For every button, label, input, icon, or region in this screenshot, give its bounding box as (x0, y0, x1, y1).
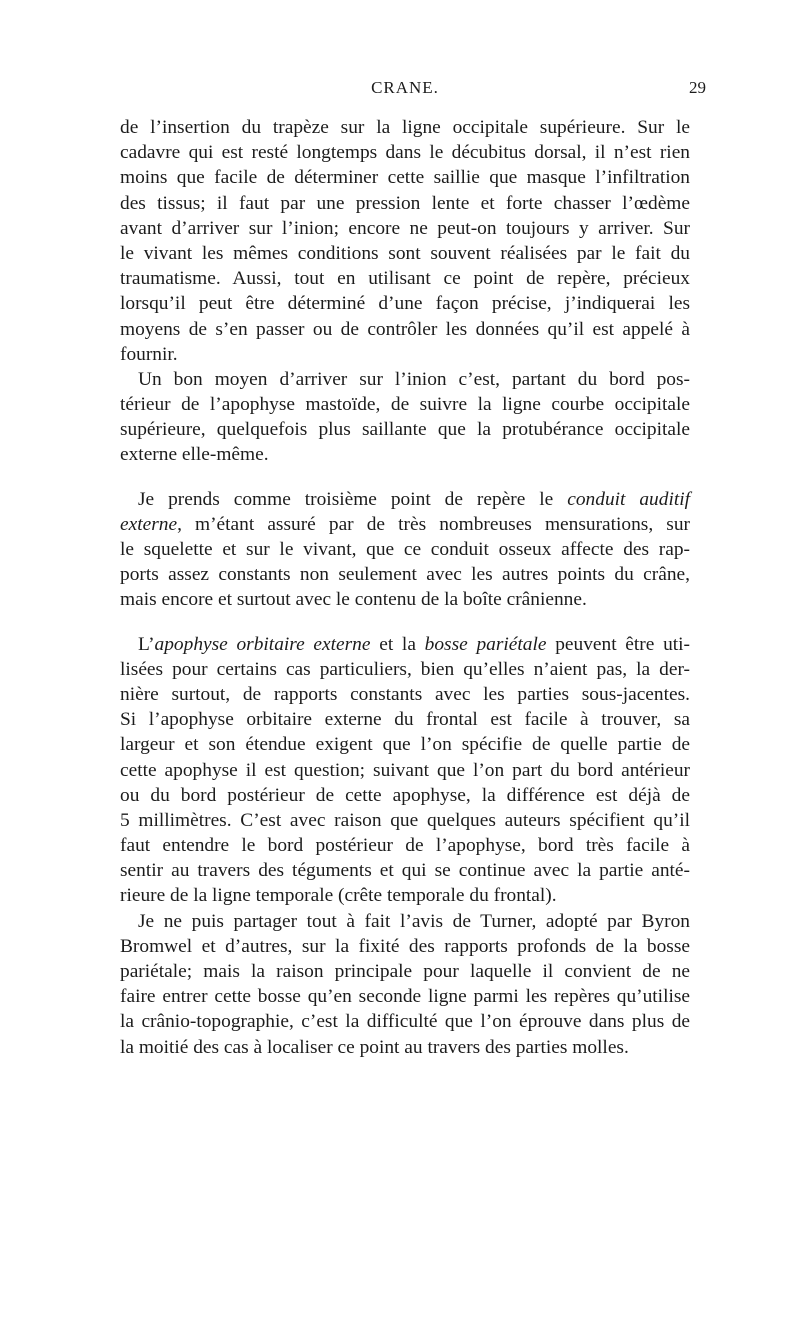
text-line (120, 758, 690, 783)
text-line (120, 909, 690, 934)
text-span: mais encore et surtout avec le contenu de la boîte crânienne. (120, 589, 587, 611)
text-span: de l’insertion du trapèze sur la ligne occipitale supérieure. Sur le (120, 117, 690, 138)
text-line (120, 140, 690, 165)
text-span: Bromwel et d’autres, sur la fixité des rapports profonds de la bosse (120, 935, 690, 957)
text-span: largeur et son étendue exigent que l’on spécifie de quelle partie de (120, 734, 690, 756)
text-span: la moitié des cas à localiser ce point au travers des parties molles. (120, 1036, 629, 1058)
text-span: avant d’arriver sur l’inion; encore ne peut-on toujours y arriver. Sur (120, 217, 690, 239)
text-line (120, 587, 690, 612)
text-line (120, 241, 690, 266)
text-line (120, 512, 690, 537)
text-line (120, 317, 690, 342)
text-line (120, 934, 690, 959)
text-span: pariétale; mais la raison principale pour laquelle il convient de ne (120, 961, 690, 982)
text-span: , m’étant assuré par de très nombreuses mensurations, sur (177, 513, 690, 535)
text-span: cette apophyse il est question; suivant que l’on part du bord antérieur (120, 759, 690, 781)
text-span: peuvent être uti- (546, 633, 691, 655)
text-span: moyens de s’en passer ou de contrôler les données qu’il est appelé à (120, 318, 690, 340)
paragraph (120, 487, 690, 613)
text-line (120, 266, 690, 291)
text-span: traumatisme. Aussi, tout en utilisant ce point de repère, précieux (120, 268, 690, 290)
text-line (120, 342, 690, 367)
italic-term: bosse pariétale (424, 633, 547, 655)
text-span: moins que facile de déterminer cette saillie que masque l’infiltration (120, 167, 690, 189)
text-span: Je ne puis partager tout à fait l’avis de Turner, adopté par Byron (138, 910, 690, 932)
text-span: la crânio-topographie, c’est la difficulté que l’on éprouve dans plus de (120, 1011, 690, 1033)
page-number: 29 (689, 78, 706, 97)
paragraph-gap (120, 468, 690, 487)
text-line (120, 833, 690, 858)
running-head (120, 78, 706, 104)
text-line (120, 858, 690, 883)
text-line (120, 417, 690, 442)
italic-term: externe (120, 513, 178, 535)
text-span: 5 millimètres. C’est avec raison que quelques auteurs spécifient qu’il (120, 809, 690, 831)
text-line (120, 216, 690, 241)
text-line (120, 984, 690, 1009)
italic-term: conduit auditif (567, 488, 690, 510)
text-line (120, 959, 690, 984)
text-line (120, 165, 690, 190)
text-line (120, 732, 690, 757)
text-line (120, 707, 690, 732)
text-line (120, 682, 690, 707)
text-line (120, 392, 690, 417)
text-span: supérieure, quelquefois plus saillante que la protubérance occipitale (120, 419, 690, 441)
paragraph (120, 632, 690, 1060)
text-line (120, 808, 690, 833)
running-title: CRANE. (371, 78, 439, 97)
text-span: le vivant les mêmes conditions sont souvent réalisées par le fait du (120, 242, 690, 264)
text-line (120, 367, 690, 392)
text-span: lisées pour certains cas particuliers, bien qu’elles n’aient pas, la der- (120, 658, 690, 680)
text-line (120, 537, 690, 562)
paragraph (120, 115, 690, 367)
text-line (120, 657, 690, 682)
text-span: et la (370, 633, 425, 655)
text-span: fournir. (120, 343, 178, 365)
text-span: externe elle-même. (120, 444, 269, 466)
body-text (120, 115, 690, 1060)
text-span: Je prends comme troisième point de repère le (138, 488, 568, 510)
text-span: ports assez constants non seulement avec les autres points du crâne, (120, 564, 690, 586)
text-line (120, 291, 690, 316)
text-span: Si l’apophyse orbitaire externe du frontal est facile à trouver, sa (120, 709, 690, 731)
text-line (120, 442, 690, 467)
text-line (120, 191, 690, 216)
text-span: L’ (138, 633, 155, 655)
text-span: des tissus; il faut par une pression lente et forte chasser l’œdème (120, 192, 690, 214)
text-line (120, 783, 690, 808)
text-span: rieure de la ligne temporale (crête temporale du frontal). (120, 885, 557, 907)
italic-term: apophyse orbitaire externe (154, 633, 371, 655)
text-span: Un bon moyen d’arriver sur l’inion c’est, partant du bord pos- (138, 368, 690, 390)
text-span: nière surtout, de rapports constants avec les parties sous-jacentes. (120, 683, 690, 705)
text-span: sentir au travers des téguments et qui se continue avec la partie anté- (120, 860, 690, 882)
text-span: lorsqu’il peut être déterminé d’une façon précise, j’indiquerai les (120, 293, 690, 315)
text-span: cadavre qui est resté longtemps dans le décubitus dorsal, il n’est rien (120, 142, 690, 164)
text-span: le squelette et sur le vivant, que ce conduit osseux affecte des rap- (120, 539, 690, 560)
text-line (120, 1009, 690, 1034)
text-span: faut entendre le bord postérieur de l’apophyse, bord très facile à (120, 835, 690, 857)
text-span: ou du bord postérieur de cette apophyse, la différence est déjà de (120, 784, 690, 806)
paragraph-gap (120, 613, 690, 632)
paragraph (120, 367, 690, 468)
text-line (120, 883, 690, 908)
text-span: faire entrer cette bosse qu’en seconde ligne parmi les repères qu’utilise (120, 986, 690, 1008)
text-line (120, 487, 690, 512)
text-line (120, 562, 690, 587)
text-line (120, 632, 690, 657)
text-line (120, 115, 690, 140)
text-span: térieur de l’apophyse mastoïde, de suivre la ligne courbe occipitale (120, 394, 690, 416)
text-line (120, 1035, 690, 1060)
